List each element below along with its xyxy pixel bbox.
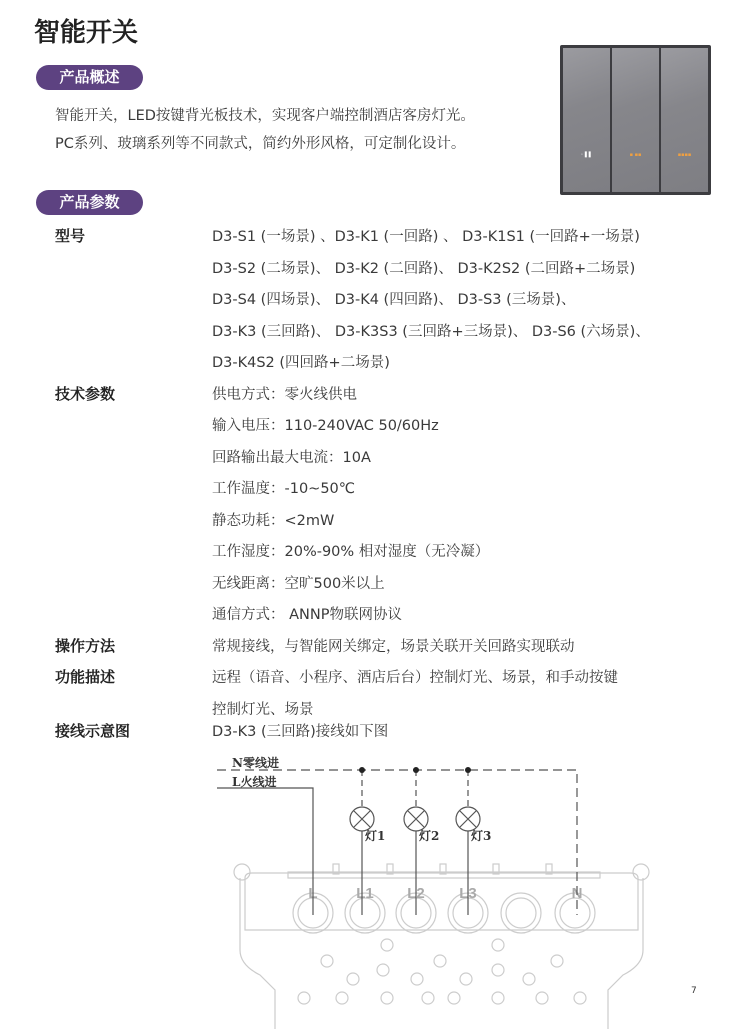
page-number: 7 [691, 986, 697, 996]
lamp-icon [456, 807, 480, 831]
model-label: 型号 [55, 227, 86, 245]
model-line: D3-K3 (三回路)、 D3-K3S3 (三回路+三场景)、 D3-S6 (六场景)、 [212, 324, 650, 340]
lamp-icon [350, 807, 374, 831]
tech-label: 技术参数 [55, 385, 116, 403]
live-in-label: L火线进 [232, 775, 277, 789]
tech-line: 供电方式：零火线供电 [212, 387, 357, 403]
tech-line: 无线距离：空旷500米以上 [212, 576, 385, 592]
function-label: 功能描述 [55, 668, 116, 686]
function-line: 远程（语音、小程序、酒店后台）控制灯光、场景，和手动按键 [212, 670, 618, 686]
model-line: D3-K4S2 (四回路+二场景) [212, 355, 390, 371]
terminal-label: L3 [459, 885, 477, 902]
lamp-label: 灯2 [419, 829, 440, 843]
tech-line: 回路输出最大电流：10A [212, 450, 371, 466]
tech-line: 工作湿度：20%-90% 相对湿度（无冷凝） [212, 544, 490, 560]
function-line: 控制灯光、场景 [212, 702, 314, 718]
terminal-label: L1 [356, 885, 374, 902]
section-badge-overview: 产品概述 [36, 65, 143, 90]
terminal-label: N [571, 885, 583, 902]
vent-holes [298, 939, 586, 1004]
wiring-text: D3-K3 (三回路)接线如下图 [212, 724, 389, 740]
tech-line: 通信方式： ANNP物联网协议 [212, 607, 402, 623]
terminal-label: L [308, 885, 318, 902]
lamp-icon [404, 807, 428, 831]
terminal-block-outline [234, 864, 649, 1029]
model-line: D3-S2 (二场景)、 D3-K2 (二回路)、 D3-K2S2 (二回路+二场景) [212, 261, 636, 277]
tech-line: 输入电压：110-240VAC 50/60Hz [212, 418, 439, 434]
overview-line: 智能开关，LED按键背光板技术，实现客户端控制酒店客房灯光。 [55, 108, 475, 124]
wiring-diagram [200, 750, 680, 1029]
wiring-label: 接线示意图 [55, 722, 131, 740]
model-line: D3-S4 (四场景)、 D3-K4 (四回路)、 D3-S3 (三场景)、 [212, 292, 576, 308]
tech-line: 静态功耗：<2mW [212, 513, 335, 529]
page-title: 智能开关 [34, 18, 139, 48]
neutral-in-label: N零线进 [232, 756, 279, 770]
terminal-holes [293, 893, 595, 933]
product-image-switch: ◦ ▌▌ ▪ ▪▪ ▪▪▪▪ [560, 45, 711, 195]
live-wire [217, 788, 313, 915]
model-line: D3-S1 (一场景) 、D3-K1 (一回路) 、 D3-K1S1 (一回路+一场景) [212, 229, 640, 245]
tech-line: 工作温度：-10~50℃ [212, 481, 356, 497]
section-badge-params: 产品参数 [36, 190, 143, 215]
operation-label: 操作方法 [55, 637, 116, 655]
terminal-label: L2 [407, 885, 425, 902]
lamp-label: 灯3 [471, 829, 492, 843]
operation-text: 常规接线，与智能网关绑定，场景关联开关回路实现联动 [212, 639, 575, 655]
overview-line: PC系列、玻璃系列等不同款式，简约外形风格，可定制化设计。 [55, 136, 466, 152]
lamp-label: 灯1 [365, 829, 386, 843]
